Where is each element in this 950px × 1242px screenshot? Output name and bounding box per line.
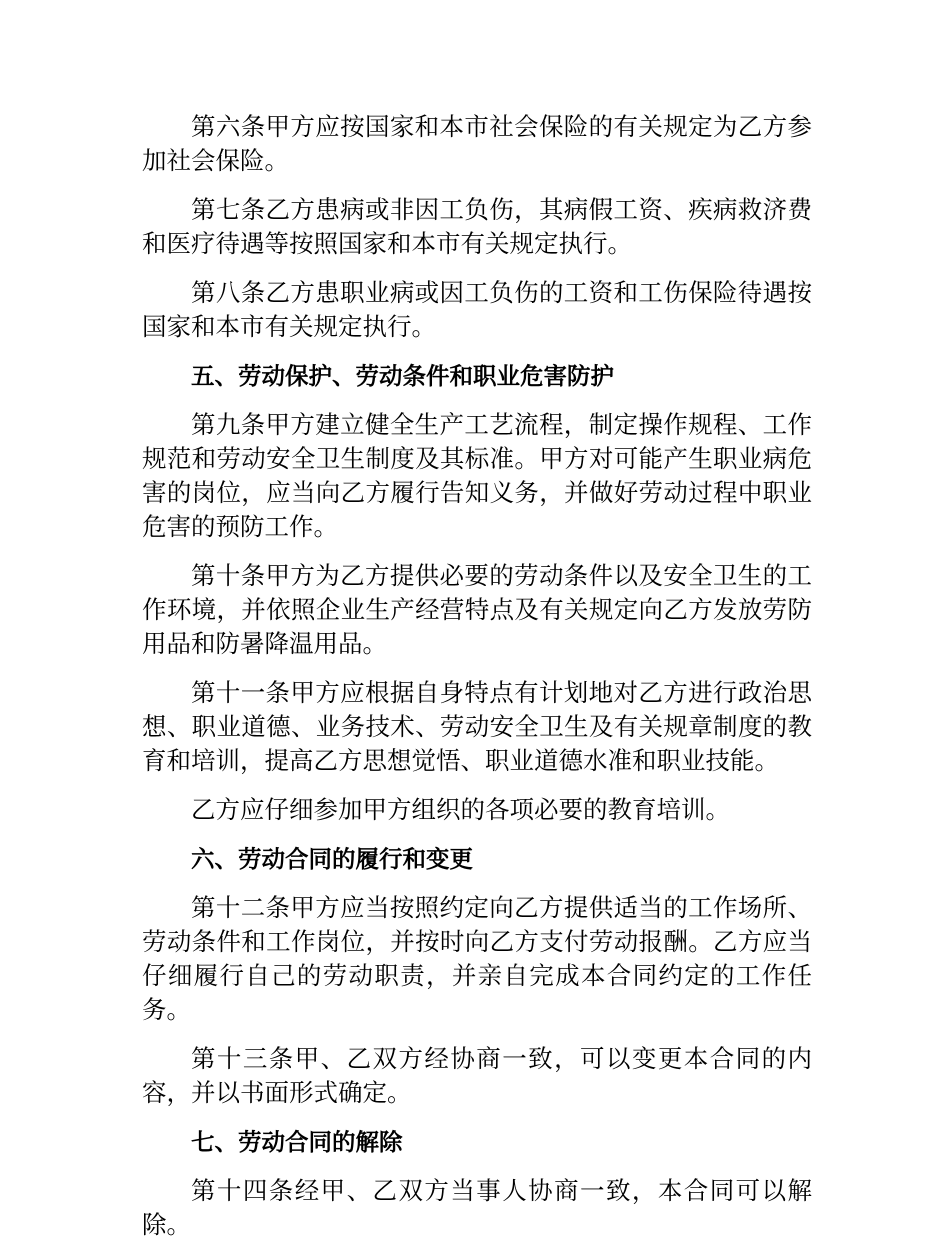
- article-9-paragraph: 第九条甲方建立健全生产工艺流程，制定操作规程、工作规范和劳动安全卫生制度及其标准。甲方对可能产生职业病危害的岗位，应当向乙方履行告知义务，并做好劳动过程中职业危害的预防工作。: [142, 410, 812, 541]
- article-11-paragraph: 第十一条甲方应根据自身特点有计划地对乙方进行政治思想、职业道德、业务技术、劳动安全卫生及有关规章制度的教育和培训，提高乙方思想觉悟、职业道德水准和职业技能。: [142, 678, 812, 775]
- article-14-paragraph: 第十四条经甲、乙双方当事人协商一致，本合同可以解除。: [142, 1176, 812, 1239]
- section-7-heading: 七、劳动合同的解除: [191, 1128, 403, 1156]
- article-8-paragraph: 第八条乙方患职业病或因工负伤的工资和工伤保险待遇按国家和本市有关规定执行。: [142, 278, 812, 341]
- article-13-paragraph: 第十三条甲、乙双方经协商一致，可以变更本合同的内容，并以书面形式确定。: [142, 1044, 812, 1107]
- article-6-paragraph: 第六条甲方应按国家和本市社会保险的有关规定为乙方参加社会保险。: [142, 112, 812, 175]
- training-paragraph: 乙方应仔细参加甲方组织的各项必要的教育培训。: [191, 795, 730, 824]
- section-6-heading: 六、劳动合同的履行和变更: [191, 845, 473, 873]
- article-7-paragraph: 第七条乙方患病或非因工负伤，其病假工资、疾病救济费和医疗待遇等按照国家和本市有关规定执行。: [142, 195, 812, 258]
- article-10-paragraph: 第十条甲方为乙方提供必要的劳动条件以及安全卫生的工作环境，并依照企业生产经营特点及有关规定向乙方发放劳防用品和防暑降温用品。: [142, 561, 812, 658]
- article-12-paragraph: 第十二条甲方应当按照约定向乙方提供适当的工作场所、劳动条件和工作岗位，并按时向乙方支付劳动报酬。乙方应当仔细履行自己的劳动职责，并亲自完成本合同约定的工作任务。: [142, 893, 812, 1024]
- section-5-heading: 五、劳动保护、劳动条件和职业危害防护: [191, 362, 614, 390]
